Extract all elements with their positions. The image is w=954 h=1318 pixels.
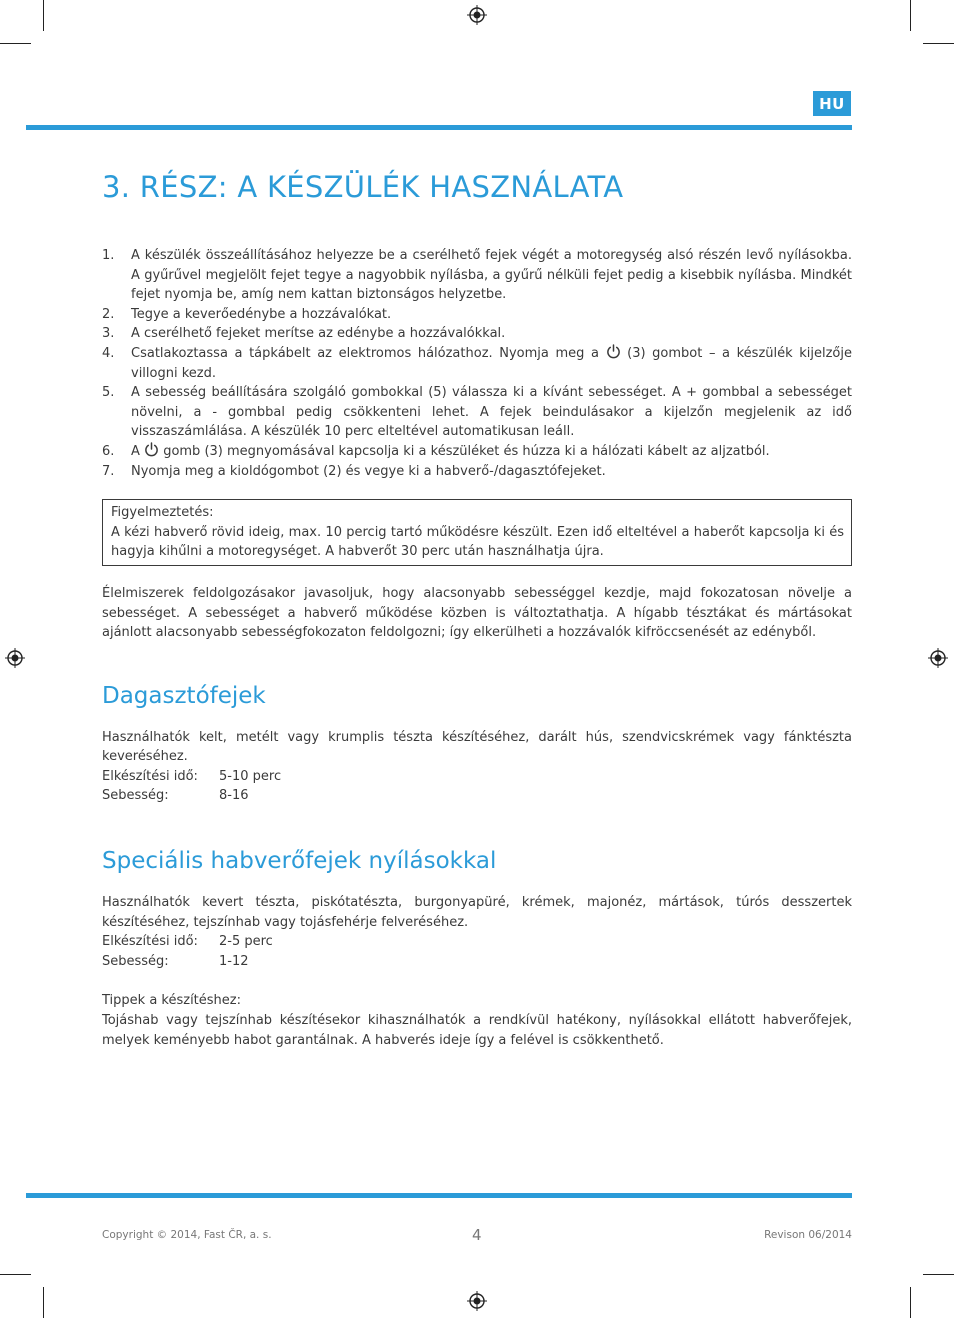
tips-label: Tippek a készítéshez: bbox=[102, 993, 241, 1009]
section-heading-dough: Dagasztófejek bbox=[102, 682, 266, 709]
crop-mark bbox=[910, 1287, 911, 1318]
prep-time-value: 5-10 perc bbox=[219, 768, 282, 784]
intro-paragraph: Élelmiszerek feldolgozásakor javasoljuk, hogy alacsonyabb sebességgel kezdje, majd fokozatosan növelje a sebességet. A sebességet a habverő működése közben is változtathatja. A hígabb tésztákat és mártásokat ajánlott alacsonyabb sebességfokozaton feldolgozni; így elkerülheti a hozzávalók kifröccsenését az edényből. bbox=[102, 585, 852, 641]
main-content bbox=[102, 246, 852, 1050]
step-text: Csatlakoztassa a tápkábelt az elektromos hálózathoz. Nyomja meg a bbox=[131, 345, 599, 361]
step-number: 4. bbox=[102, 345, 115, 361]
registration-mark-icon bbox=[928, 648, 948, 668]
speed-value: 1-12 bbox=[219, 953, 249, 969]
copyright-text: Copyright © 2014, Fast ČR, a. s. bbox=[102, 1229, 272, 1241]
speed-value: 8-16 bbox=[219, 788, 249, 804]
warning-box bbox=[102, 499, 852, 566]
instruction-list bbox=[102, 246, 852, 481]
warning-label: Figyelmeztetés: bbox=[111, 505, 214, 521]
section-heading-whisk: Speciális habverőfejek nyílásokkal bbox=[102, 848, 497, 875]
revision-text: Revison 06/2014 bbox=[764, 1229, 852, 1241]
speed-row bbox=[102, 952, 852, 972]
list-item bbox=[102, 383, 852, 442]
crop-mark bbox=[0, 1274, 31, 1275]
crop-mark bbox=[923, 43, 954, 44]
tips-text: Tojáshab vagy tejszínhab készítésekor kihasználhatók a rendkívül hatékony, nyílásokkal ellátott habverőfejek, melyek keményebb habot garantálnak. A habverés ideje így a felével is csökkenthető. bbox=[102, 1013, 852, 1048]
page-number: 4 bbox=[472, 1226, 482, 1244]
prep-time-value: 2-5 perc bbox=[219, 934, 273, 950]
prep-time-label: Elkészítési idő: bbox=[102, 768, 198, 784]
list-item bbox=[102, 324, 852, 344]
registration-mark-icon bbox=[467, 5, 487, 25]
step-text: Tegye a keverőedénybe a hozzávalókat. bbox=[131, 306, 392, 322]
list-item bbox=[102, 442, 852, 462]
step-text: Nyomja meg a kioldógombot (2) és vegye ki a habverő-/dagasztófejeket. bbox=[131, 463, 606, 479]
section-description: Használhatók kelt, metélt vagy krumplis tészta készítéséhez, darált hús, szendvicskrémek vagy fánktészta keveréséhez. bbox=[102, 729, 852, 765]
step-text: A sebesség beállítására szolgáló gombokkal (5) válassza ki a kívánt sebességet. A + gombbal a sebességet növelni, a - gombbal pedig csökkenteni lehet. A fejek beindulásakor a kijelzőn megjelenik az idő visszaszámlálása. A készülék 10 perc elteltével automatikusan leáll. bbox=[131, 385, 852, 440]
list-item bbox=[102, 305, 852, 325]
step-number: 2. bbox=[102, 306, 115, 322]
page-title: 3. RÉSZ: A KÉSZÜLÉK HASZNÁLATA bbox=[102, 170, 624, 204]
speed-label: Sebesség: bbox=[102, 788, 169, 804]
list-item bbox=[102, 344, 852, 383]
step-text: A bbox=[131, 443, 140, 459]
registration-mark-icon bbox=[467, 1291, 487, 1311]
step-text: A cserélhető fejeket merítse az edénybe a hozzávalókkal. bbox=[131, 326, 506, 342]
crop-mark bbox=[0, 43, 31, 44]
list-item bbox=[102, 462, 852, 482]
step-text: gomb (3) megnyomásával kapcsolja ki a készüléket és húzza ki a hálózati kábelt az aljzatból. bbox=[163, 443, 770, 459]
prep-time-label: Elkészítési idő: bbox=[102, 934, 198, 950]
step-number: 5. bbox=[102, 385, 115, 401]
footer-rule bbox=[26, 1193, 852, 1198]
speed-label: Sebesség: bbox=[102, 953, 169, 969]
list-item bbox=[102, 246, 852, 305]
step-number: 1. bbox=[102, 248, 115, 263]
step-number: 6. bbox=[102, 443, 115, 459]
crop-mark bbox=[923, 1274, 954, 1275]
step-number: 3. bbox=[102, 326, 115, 342]
crop-mark bbox=[43, 0, 44, 31]
step-number: 7. bbox=[102, 463, 115, 479]
crop-mark bbox=[43, 1287, 44, 1318]
section-description: Használhatók kevert tészta, piskótatészta, burgonyapüré, krémek, majonéz, mártások, túrós desszertek készítéséhez, tejszínhab vagy tojásfehérje felveréséhez. bbox=[102, 895, 852, 930]
warning-text: A kézi habverő rövid ideig, max. 10 percig tartó működésre készült. Ezen idő elteltével a haberőt kapcsolja ki és hagyja kihűlni a motoregységet. A habverőt 30 perc után használhatja újra. bbox=[111, 524, 844, 560]
power-icon bbox=[144, 442, 159, 457]
prep-time-row bbox=[102, 767, 852, 787]
step-text: A készülék összeállításához helyezze be a cserélhető fejek végét a motoregység alsó részén levő nyílásokba. A gyűrűvel megjelölt fejet tegye a nagyobbik nyílásba, a gyűrű nélküli fejet pedig a kisebbik nyílásba. Mindkét fejet nyomja be, amíg nem kattan biztonságos helyzetbe. bbox=[131, 248, 852, 303]
crop-mark bbox=[910, 0, 911, 31]
header-rule bbox=[26, 125, 852, 130]
speed-row bbox=[102, 786, 852, 806]
registration-mark-icon bbox=[5, 648, 25, 668]
prep-time-row bbox=[102, 932, 852, 952]
step-text: (3) gombot – a készülék kijelzője villogni kezd. bbox=[131, 345, 852, 381]
language-badge: HU bbox=[813, 91, 851, 116]
power-icon bbox=[606, 344, 621, 359]
